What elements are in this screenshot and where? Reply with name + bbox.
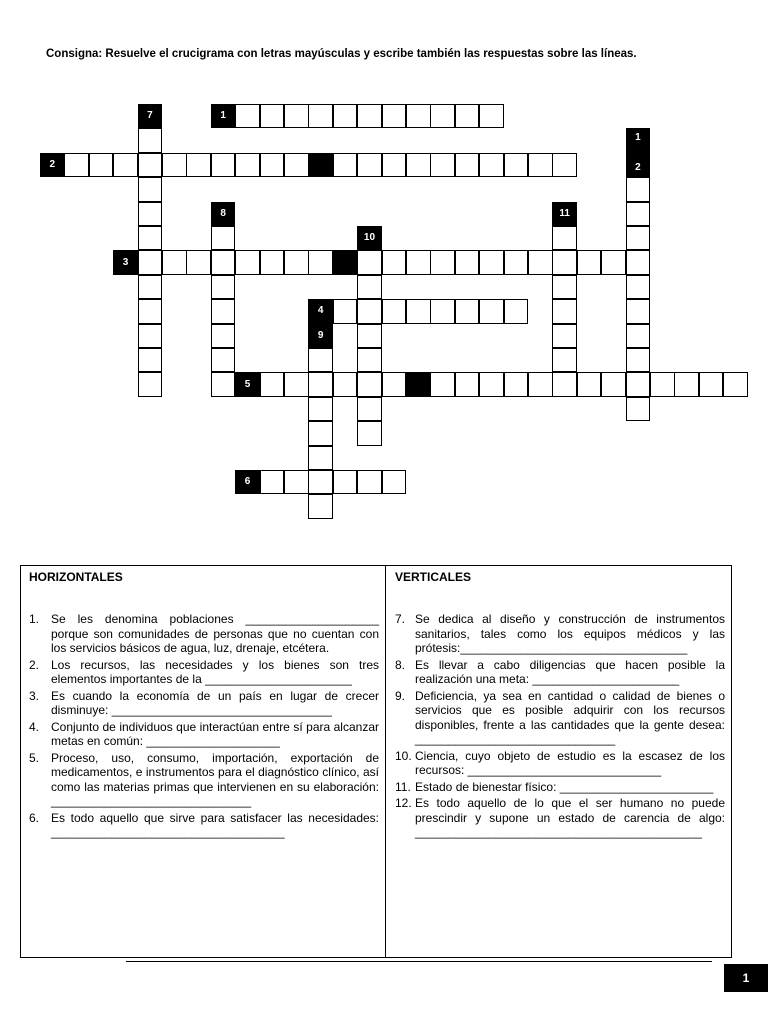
crossword-cell[interactable]: [333, 470, 358, 494]
crossword-cell[interactable]: [601, 372, 626, 396]
horizontales-clue: [29, 689, 379, 718]
instruction-text: Consigna: Resuelve el crucigrama con letras mayúsculas y escribe también las respuestas sobre las líneas.: [46, 48, 637, 60]
crossword-cell[interactable]: [138, 372, 163, 396]
crossword-cell[interactable]: [357, 421, 382, 445]
crossword-cell[interactable]: [479, 104, 504, 128]
verticales-clue: [395, 658, 725, 687]
crossword-cell[interactable]: [284, 153, 309, 177]
crossword-cell[interactable]: [260, 250, 285, 274]
crossword-cell[interactable]: [504, 153, 529, 177]
clue-number-cell: [138, 104, 163, 128]
crossword-cell[interactable]: [382, 250, 407, 274]
crossword-cell[interactable]: [308, 348, 333, 372]
crossword-cell[interactable]: [138, 177, 163, 201]
footer-rule: [126, 961, 712, 962]
crossword-cell[interactable]: [552, 372, 577, 396]
crossword-cell[interactable]: [601, 250, 626, 274]
clue-number: 10.: [395, 748, 412, 763]
clue-number-cell: [552, 202, 577, 226]
clue-number-label: 11: [559, 207, 570, 219]
clue-number-cell: [308, 299, 333, 323]
crossword-cell[interactable]: [552, 324, 577, 348]
clue-text: Deficiencia, ya sea en cantidad o calidad de bienes o servicios que es posible adquirir con los recursos disponibles, frente a las cantidades que la gente desea: ______________________________: [415, 688, 725, 746]
page-number: 1: [724, 964, 768, 992]
clue-text: Se les denomina poblaciones ____________________ porque son comunidades de personas que no cuentan con los servicios básicos de agua, luz, drenaje, etcétera.: [51, 612, 379, 655]
crossword-cell[interactable]: [626, 299, 651, 323]
crossword-cell[interactable]: [186, 250, 211, 274]
clue-number: 9.: [395, 688, 406, 703]
crossword-cell[interactable]: [138, 324, 163, 348]
crossword-cell[interactable]: [626, 372, 651, 396]
horizontales-clue: [29, 811, 379, 840]
clue-number-cell: [626, 128, 651, 177]
clue-number-label: 6: [244, 476, 251, 488]
crossword-cell[interactable]: [211, 226, 236, 250]
crossword-cell[interactable]: [406, 104, 431, 128]
crossword-cell[interactable]: [552, 226, 577, 250]
crossword-cell[interactable]: [211, 324, 236, 348]
crossword-cell[interactable]: [308, 421, 333, 445]
clue-text: Es llevar a cabo diligencias que hacen posible la realización una meta: ______________________: [415, 657, 725, 686]
crossword-cell[interactable]: [552, 275, 577, 299]
crossword-cell[interactable]: [357, 299, 382, 323]
crossword-cell[interactable]: [504, 372, 529, 396]
clue-number-label: 2: [635, 162, 641, 174]
clue-text: Es cuando la economía de un país en lugar de crecer disminuye: _________________________________: [51, 688, 379, 717]
crossword-cell[interactable]: [138, 299, 163, 323]
clue-number-label: 7: [147, 110, 153, 122]
crossword-cell[interactable]: [455, 372, 480, 396]
clue-text: Estado de bienestar físico: _______________________: [415, 779, 714, 794]
crossword-cell[interactable]: [552, 250, 577, 274]
crossword-cell[interactable]: [504, 299, 529, 323]
crossword-cell[interactable]: [528, 250, 553, 274]
crossword-cell[interactable]: [626, 177, 651, 201]
verticales-clue: [395, 749, 725, 778]
crossword-cell[interactable]: [308, 470, 333, 494]
clue-number: 5.: [29, 750, 40, 765]
verticales-clue: [395, 689, 725, 747]
crossword-cell[interactable]: [528, 153, 553, 177]
crossword-cell[interactable]: [211, 275, 236, 299]
crossword-cell[interactable]: [674, 372, 699, 396]
crossword-cell[interactable]: [552, 153, 577, 177]
column-divider: [385, 566, 386, 957]
crossword-cell[interactable]: [430, 299, 455, 323]
clue-number: 1.: [29, 612, 40, 626]
clue-number: 7.: [395, 612, 406, 626]
crossword-cell[interactable]: [626, 397, 651, 421]
crossword-cell[interactable]: [479, 153, 504, 177]
crossword-cell[interactable]: [406, 153, 431, 177]
crossword-cell[interactable]: [260, 372, 285, 396]
clue-number: 8.: [395, 657, 406, 672]
crossword-cell[interactable]: [382, 104, 407, 128]
clue-text: Ciencia, cuyo objeto de estudio es la escasez de los recursos: _____________________________: [415, 748, 725, 777]
crossword-cell[interactable]: [308, 494, 333, 518]
crossword-cell[interactable]: [284, 104, 309, 128]
crossword-cell[interactable]: [504, 250, 529, 274]
crossword-cell[interactable]: [552, 348, 577, 372]
clue-number-label: 5: [244, 378, 251, 390]
crossword-cell[interactable]: [626, 275, 651, 299]
crossword-cell[interactable]: [333, 104, 358, 128]
crossword-cell[interactable]: [235, 153, 260, 177]
crossword-cell[interactable]: [89, 153, 114, 177]
crossword-cell[interactable]: [186, 153, 211, 177]
clue-number-label: 8: [220, 207, 226, 219]
clue-number-cell: [406, 372, 431, 396]
crossword-cell[interactable]: [308, 446, 333, 470]
crossword-cell[interactable]: [577, 372, 602, 396]
crossword-cell[interactable]: [479, 299, 504, 323]
clue-text: Es todo aquello de lo que el ser humano no puede prescindir y supone un estado de carencia de algo: ___________________________________________: [415, 796, 725, 839]
crossword-cell[interactable]: [260, 470, 285, 494]
verticales-clue: [395, 796, 725, 840]
crossword-cell[interactable]: [455, 153, 480, 177]
crossword-cell[interactable]: [260, 104, 285, 128]
crossword-cell[interactable]: [235, 104, 260, 128]
clue-number-cell: [235, 470, 260, 494]
clue-number-label: 4: [317, 305, 324, 317]
verticales-title: VERTICALES: [395, 570, 472, 584]
crossword-cell[interactable]: [357, 470, 382, 494]
crossword-cell[interactable]: [723, 372, 748, 396]
crossword-cell[interactable]: [406, 250, 431, 274]
horizontales-clue: [29, 720, 379, 749]
clue-number-label: 3: [122, 256, 129, 268]
crossword-cell[interactable]: [113, 153, 138, 177]
crossword-cell[interactable]: [626, 348, 651, 372]
crossword-cell[interactable]: [479, 250, 504, 274]
verticales-list: [395, 612, 725, 840]
verticales-clue: [395, 780, 725, 795]
clue-text: Conjunto de individuos que interactúan entre sí para alcanzar metas en común: ____________________: [51, 719, 379, 748]
crossword-cell[interactable]: [357, 275, 382, 299]
crossword-cell[interactable]: [308, 397, 333, 421]
crossword-cell[interactable]: [333, 299, 358, 323]
clue-number-cell: [235, 372, 260, 396]
crossword-cell[interactable]: [211, 153, 236, 177]
crossword-cell[interactable]: [357, 348, 382, 372]
crossword-cell[interactable]: [357, 153, 382, 177]
crossword-cell[interactable]: [455, 250, 480, 274]
clue-text: Proceso, uso, consumo, importación, exportación de medicamentos, e instrumentos para el diagnóstico clínico, así como las materias primas que intervienen en su elaboración: ______________________________: [51, 750, 379, 808]
crossword-cell[interactable]: [382, 153, 407, 177]
crossword-cell[interactable]: [284, 470, 309, 494]
crossword-cell[interactable]: [357, 372, 382, 396]
clue-number-label: 2: [49, 158, 56, 170]
crossword-cell[interactable]: [552, 299, 577, 323]
horizontales-clue: [29, 658, 379, 687]
crossword-cell[interactable]: [64, 153, 89, 177]
crossword-cell[interactable]: [357, 250, 382, 274]
clue-number-cell: [211, 104, 236, 128]
crossword-cell[interactable]: [455, 104, 480, 128]
clues-table: [20, 565, 732, 958]
horizontales-list: [29, 612, 379, 840]
crossword-cell[interactable]: [138, 250, 163, 274]
crossword-cell[interactable]: [406, 299, 431, 323]
crossword-cell[interactable]: [308, 250, 333, 274]
crossword-cell[interactable]: [455, 299, 480, 323]
crossword-cell[interactable]: [138, 128, 163, 152]
crossword-cell[interactable]: [382, 299, 407, 323]
verticales-clue: [395, 612, 725, 656]
clue-number-label: 1: [220, 110, 226, 122]
crossword-cell[interactable]: [308, 372, 333, 396]
crossword-cell[interactable]: [138, 202, 163, 226]
clue-number: 12.: [395, 796, 412, 810]
crossword-cell[interactable]: [430, 250, 455, 274]
crossword-cell[interactable]: [626, 250, 651, 274]
crossword-cell[interactable]: [162, 250, 187, 274]
crossword-cell[interactable]: [357, 104, 382, 128]
crossword-cell[interactable]: [382, 470, 407, 494]
crossword-cell[interactable]: [138, 153, 163, 177]
crossword-cell[interactable]: [333, 372, 358, 396]
crossword-cell[interactable]: [211, 372, 236, 396]
crossword-cell[interactable]: [430, 372, 455, 396]
clue-number-label: 9: [317, 329, 324, 341]
clue-number-label: 1: [635, 132, 641, 144]
clue-number: 6.: [29, 810, 40, 825]
crossword-cell[interactable]: [138, 348, 163, 372]
clue-number: 3.: [29, 688, 40, 703]
clue-number-cell: [113, 250, 138, 274]
crossword-cell[interactable]: [430, 153, 455, 177]
clue-text: Se dedica al diseño y construcción de instrumentos sanitarios, tales como los equipos médicos y las prótesis:__________________________________: [415, 612, 725, 655]
crossword-cell[interactable]: [528, 372, 553, 396]
clue-text: Es todo aquello que sirve para satisfacer las necesidades: ___________________________________: [51, 810, 379, 839]
horizontales-clue: [29, 751, 379, 809]
crossword-cell[interactable]: [699, 372, 724, 396]
crossword-cell[interactable]: [284, 372, 309, 396]
clue-number-cell: [308, 153, 333, 177]
crossword-cell[interactable]: [138, 226, 163, 250]
crossword-cell[interactable]: [260, 153, 285, 177]
clue-number-cell: [211, 202, 236, 226]
crossword-cell[interactable]: [162, 153, 187, 177]
crossword-cell[interactable]: [308, 104, 333, 128]
crossword-cell[interactable]: [357, 324, 382, 348]
crossword-cell[interactable]: [479, 372, 504, 396]
crossword-cell[interactable]: [650, 372, 675, 396]
clue-number: 11.: [395, 779, 411, 794]
crossword-cell[interactable]: [577, 250, 602, 274]
horizontales-title: HORIZONTALES: [29, 570, 123, 584]
horizontales-column: [29, 566, 379, 842]
crossword-cell[interactable]: [333, 153, 358, 177]
crossword-cell[interactable]: [138, 275, 163, 299]
crossword-cell[interactable]: [211, 250, 236, 274]
clue-number-label: 10: [363, 232, 376, 244]
horizontales-clue: [29, 612, 379, 656]
crossword-cell[interactable]: [626, 226, 651, 250]
crossword-cell[interactable]: [357, 397, 382, 421]
crossword-cell[interactable]: [382, 372, 407, 396]
verticales-column: [395, 566, 725, 842]
clue-number-cell: [308, 324, 333, 348]
crossword-cell[interactable]: [626, 202, 651, 226]
clue-text: Los recursos, las necesidades y los bienes son tres elementos importantes de la ______________________: [51, 657, 379, 686]
clue-number-cell: [333, 250, 358, 274]
clue-number: 4.: [29, 719, 40, 734]
clue-number-cell: [40, 153, 65, 177]
crossword-cell[interactable]: [211, 299, 236, 323]
crossword-cell[interactable]: [235, 250, 260, 274]
crossword-cell[interactable]: [430, 104, 455, 128]
clue-number-cell: [357, 226, 382, 250]
crossword-cell[interactable]: [284, 250, 309, 274]
clue-number: 2.: [29, 657, 40, 672]
crossword-cell[interactable]: [626, 324, 651, 348]
crossword-cell[interactable]: [211, 348, 236, 372]
